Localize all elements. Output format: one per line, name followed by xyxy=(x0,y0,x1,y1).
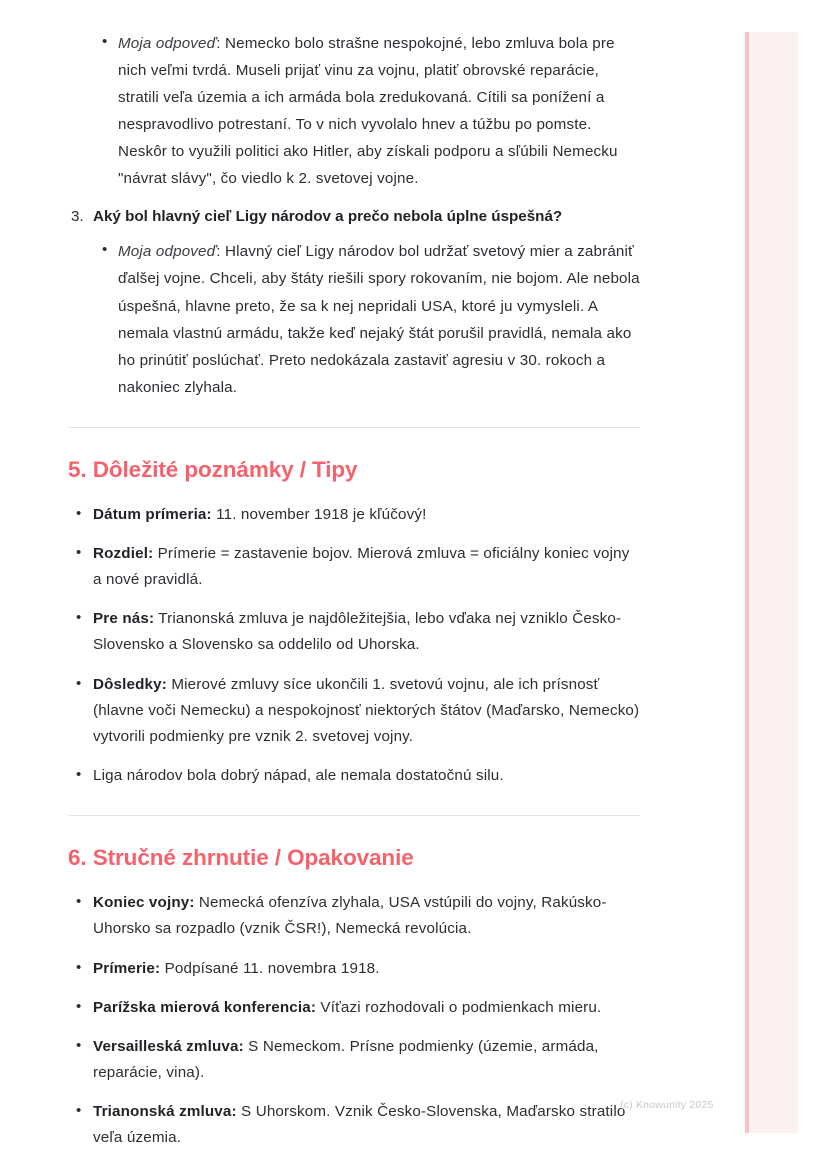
answer-label: Moja odpoveď xyxy=(118,35,217,52)
section-heading-5: 5. Dôležité poznámky / Tipy xyxy=(68,456,358,482)
question-3-list xyxy=(68,204,640,230)
section-heading-6: 6. Stručné zhrnutie / Opakovanie xyxy=(68,845,414,871)
page-edge-strip xyxy=(745,32,798,1133)
list-item xyxy=(68,30,640,192)
list-number-marker: 3. xyxy=(71,208,84,226)
list-item xyxy=(68,606,640,658)
answer-label-suffix: : xyxy=(216,35,226,52)
list-item xyxy=(68,956,640,982)
answer-label: Moja odpoveď xyxy=(118,243,217,261)
item-text: Podpísané 11. novembra 1918. xyxy=(160,959,380,977)
answer-2-list xyxy=(68,30,640,192)
section-divider xyxy=(68,815,640,816)
item-text: Trianonská zmluva je najdôležitejšia, lebo vďaka nej vzniklo Česko-Slovensko a Slovensko sa oddelilo od Uhorska. xyxy=(93,610,622,654)
item-label: Pre nás: xyxy=(93,610,155,628)
list-item xyxy=(68,672,640,750)
section-5-list xyxy=(68,502,640,789)
list-item xyxy=(68,1099,640,1151)
item-label: Versailleská zmluva: xyxy=(93,1037,244,1055)
item-text: S Nemeckom. Prísne podmienky (územie, armáda, reparácie, vina). xyxy=(93,1037,599,1081)
item-text: Nemecká ofenzíva zlyhala, USA vstúpili do vojny, Rakúsko-Uhorsko sa rozpadlo (vznik ČSR!), Nemecká revolúcia. xyxy=(93,894,607,938)
answer-label-suffix: : xyxy=(216,243,226,261)
list-item xyxy=(68,890,640,942)
item-text: Prímerie = zastavenie bojov. Mierová zmluva = oficiálny koniec vojny a nové pravidlá. xyxy=(93,544,630,589)
document-content xyxy=(68,30,640,1164)
answer-3-list xyxy=(68,238,640,400)
item-label: Dátum prímeria: xyxy=(93,505,212,523)
item-text: 11. november 1918 je kľúčový! xyxy=(211,505,427,523)
section-6-list xyxy=(68,890,640,1151)
footer-copyright: (c) Knowunity 2025 xyxy=(620,1099,714,1111)
item-text: Liga národov bola dobrý nápad, ale nemala dostatočnú silu. xyxy=(93,766,504,784)
question-text: Aký bol hlavný cieľ Ligy národov a prečo nebola úplne úspešná? xyxy=(93,208,563,226)
list-item xyxy=(68,204,640,230)
answer-text: Nemecko bolo strašne nespokojné, lebo zmluva bola pre nich veľmi tvrdá. Museli prijať vinu za vojnu, platiť obrovské reparácie, stratili veľa územia a ich armáda bola zredukovaná. Cítili sa ponížení a nespravodlivo potrestaní. To v nich vyvolalo hnev a túžbu po pomste. Neskôr to využili politici ako Hitler, aby získali podporu a sľúbili Nemecku "návrat slávy", čo viedlo k 2. svetovej vojne. xyxy=(118,35,618,188)
list-item xyxy=(68,502,640,528)
page-edge-strip-rule xyxy=(745,32,749,1133)
list-item xyxy=(68,541,640,593)
item-label: Parížska mierová konferencia: xyxy=(93,998,317,1016)
item-text: S Uhorskom. Vznik Česko-Slovenska, Maďarsko stratilo veľa územia. xyxy=(93,1103,626,1147)
list-item xyxy=(68,995,640,1021)
list-item xyxy=(68,1034,640,1086)
item-label: Prímerie: xyxy=(93,959,161,977)
item-label: Trianonská zmluva: xyxy=(93,1103,237,1121)
item-text: Mierové zmluvy síce ukončili 1. svetovú vojnu, ale ich prísnosť (hlavne voči Nemecku) a nespokojnosť niektorých štátov (Maďarsko, Nemecko) vytvorili podmienky pre vznik 2. svetovej vojny. xyxy=(93,675,640,745)
item-label: Koniec vojny: xyxy=(93,894,195,912)
answer-text: Hlavný cieľ Ligy národov bol udržať svetový mier a zabrániť ďalšej vojne. Chceli, aby štáty riešili spory rokovaním, nie bojom. Ale nebola úspešná, hlavne preto, že sa k nej nepridali USA, ktoré ju vymysleli. A nemala vlastnú armádu, takže keď nejaký štát porušil pravidlá, nemala ako ho prinútiť poslúchať. Preto nedokázala zastaviť agresiu v 30. rokoch a nakoniec zlyhala. xyxy=(118,243,640,396)
list-item xyxy=(68,238,640,400)
item-label: Rozdiel: xyxy=(93,544,154,562)
section-divider xyxy=(68,427,640,428)
item-label: Dôsledky: xyxy=(93,675,167,693)
list-item xyxy=(68,763,640,789)
item-text: Víťazi rozhodovali o podmienkach mieru. xyxy=(316,998,602,1016)
